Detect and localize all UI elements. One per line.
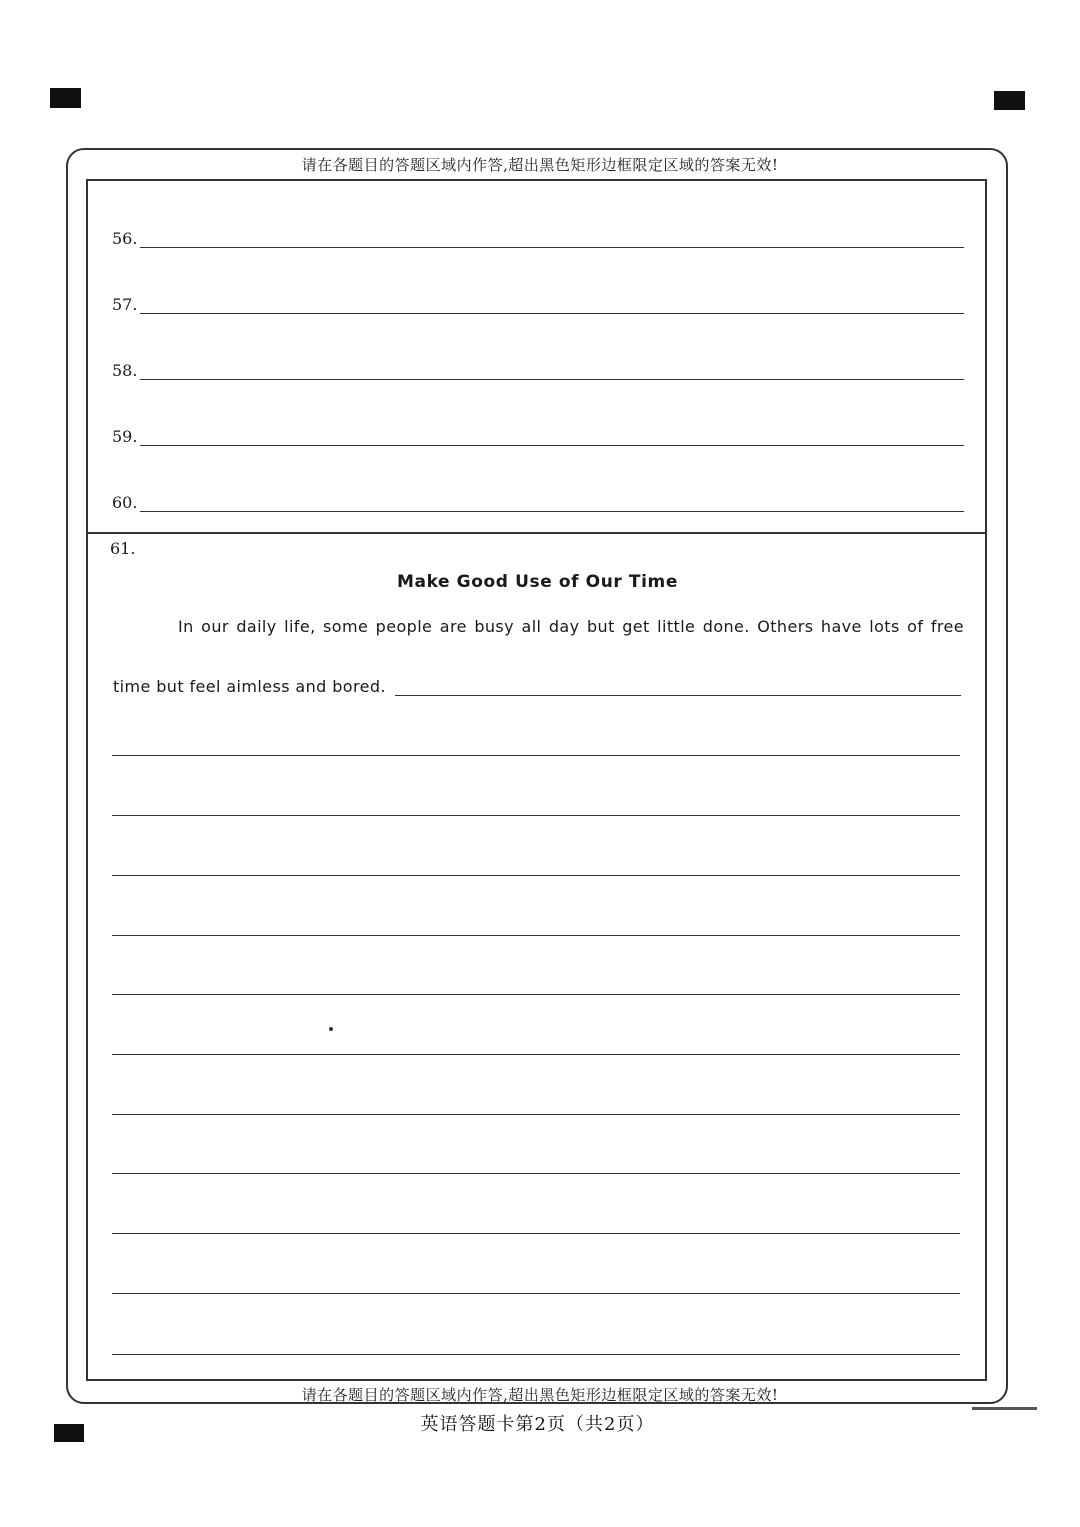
answer-row-57[interactable]	[112, 284, 964, 314]
question-number: 57.	[112, 295, 138, 314]
answer-row-59[interactable]	[112, 416, 964, 446]
answer-line[interactable]	[140, 445, 964, 446]
section-divider	[86, 532, 987, 534]
registration-mark-top-right	[994, 91, 1025, 110]
writing-line[interactable]	[112, 1173, 960, 1174]
answer-line[interactable]	[140, 511, 964, 512]
answer-row-58[interactable]	[112, 350, 964, 380]
question-number: 56.	[112, 229, 138, 248]
writing-line[interactable]	[112, 1054, 960, 1055]
writing-line[interactable]	[112, 1293, 960, 1294]
answer-row-60[interactable]	[112, 482, 964, 512]
notice-top: 请在各题目的答题区域内作答,超出黑色矩形边框限定区域的答案无效!	[301, 156, 779, 174]
registration-mark-top-left	[50, 88, 81, 108]
answer-line[interactable]	[140, 379, 964, 380]
writing-line[interactable]	[112, 755, 960, 756]
question-number-61: 61.	[110, 539, 136, 558]
answer-row-56[interactable]	[112, 218, 964, 248]
essay-prompt-line-2: time but feel aimless and bored.	[113, 677, 386, 696]
writing-line[interactable]	[112, 1354, 960, 1355]
question-number: 60.	[112, 493, 138, 512]
essay-title: Make Good Use of Our Time	[397, 572, 678, 592]
notice-bottom: 请在各题目的答题区域内作答,超出黑色矩形边框限定区域的答案无效!	[301, 1386, 779, 1404]
page-footer: 英语答题卡第2页（共2页）	[420, 1414, 655, 1435]
writing-line[interactable]	[112, 875, 960, 876]
writing-line[interactable]	[112, 815, 960, 816]
stray-mark	[329, 1027, 333, 1031]
question-number: 59.	[112, 427, 138, 446]
answer-line[interactable]	[140, 313, 964, 314]
writing-line[interactable]	[112, 1233, 960, 1234]
writing-line[interactable]	[112, 994, 960, 995]
essay-prompt-line-1: In our daily life, some people are busy all day but get little done. Others have lots of free	[178, 617, 964, 636]
question-number: 58.	[112, 361, 138, 380]
writing-line[interactable]	[112, 935, 960, 936]
writing-line[interactable]	[112, 1114, 960, 1115]
answer-line[interactable]	[140, 247, 964, 248]
writing-line[interactable]	[395, 695, 961, 696]
